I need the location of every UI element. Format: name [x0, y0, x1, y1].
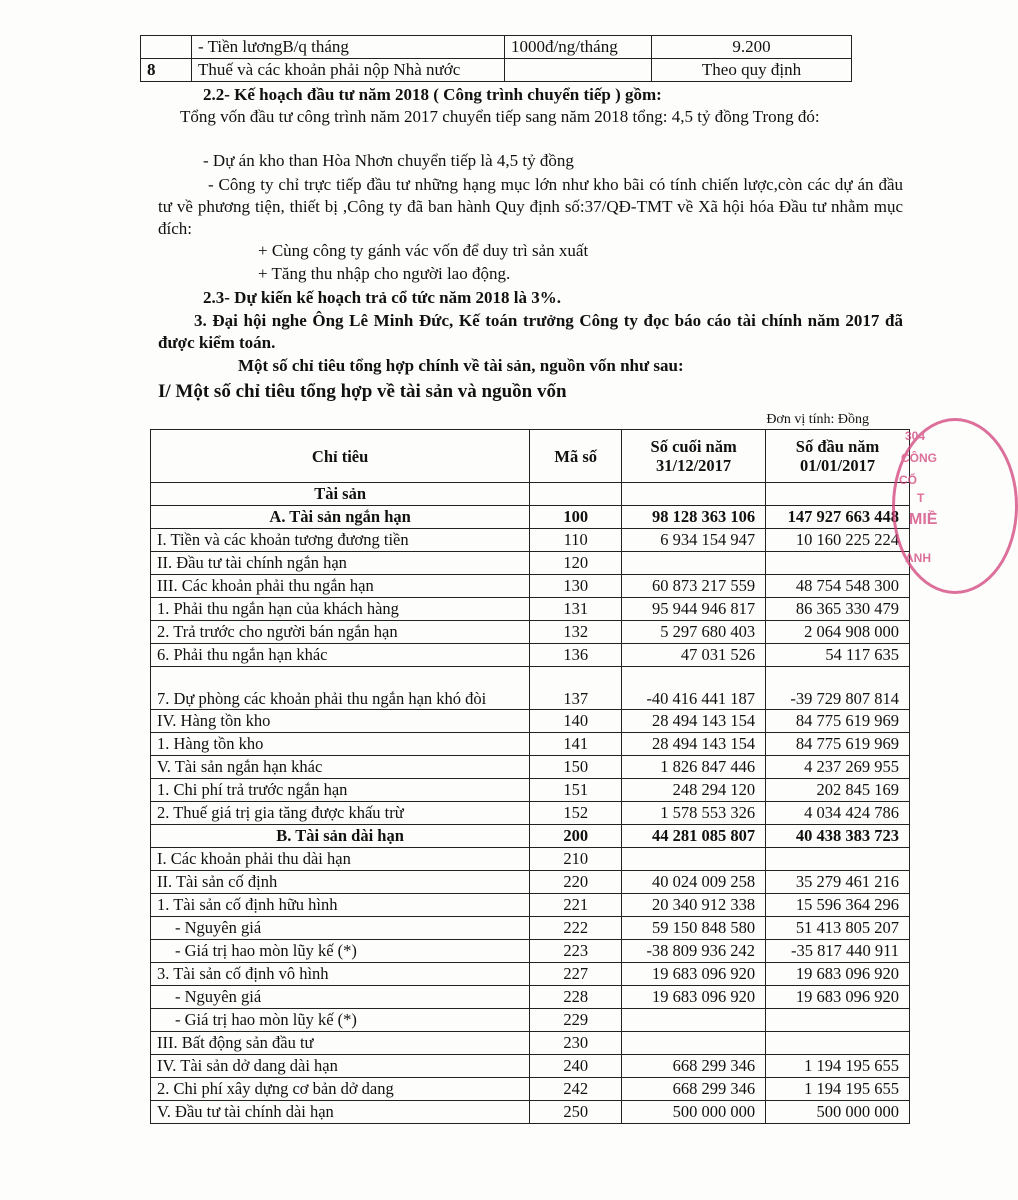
item-value: Theo quy định: [652, 59, 852, 82]
start-value-cell: 19 683 096 920: [766, 963, 910, 986]
item-value: 9.200: [652, 36, 852, 59]
end-value-cell: 500 000 000: [622, 1101, 766, 1124]
code-cell: 100: [530, 506, 622, 529]
start-value-cell: 202 845 169: [766, 779, 910, 802]
indicator-cell: 1. Phải thu ngắn hạn của khách hàng: [151, 598, 530, 621]
code-cell: 221: [530, 894, 622, 917]
end-value-cell: 1 578 553 326: [622, 802, 766, 825]
table-row: [151, 529, 910, 552]
table-row: [151, 552, 910, 575]
start-value-cell: 4 034 424 786: [766, 802, 910, 825]
start-value-cell: 51 413 805 207: [766, 917, 910, 940]
start-value-cell: 15 596 364 296: [766, 894, 910, 917]
code-cell: 140: [530, 710, 622, 733]
indicator-cell: II. Đầu tư tài chính ngắn hạn: [151, 552, 530, 575]
indicator-cell: B. Tài sản dài hạn: [151, 825, 530, 848]
code-cell: 152: [530, 802, 622, 825]
start-value-cell: [766, 848, 910, 871]
item-unit: 1000đ/ng/tháng: [505, 36, 652, 59]
table-row: [141, 36, 852, 59]
code-cell: 200: [530, 825, 622, 848]
start-value-cell: 1 194 195 655: [766, 1055, 910, 1078]
start-value-cell: 54 117 635: [766, 644, 910, 667]
indicator-cell: IV. Tài sản dở dang dài hạn: [151, 1055, 530, 1078]
indicator-cell: III. Các khoản phải thu ngắn hạn: [151, 575, 530, 598]
heading-3: 3. Đại hội nghe Ông Lê Minh Đức, Kế toán trưởng Công ty đọc báo cáo tài chính năm 2017 đã được kiểm toán.: [158, 311, 903, 352]
start-value-cell: 147 927 663 448: [766, 506, 910, 529]
table-row: [151, 1032, 910, 1055]
indicator-cell: 6. Phải thu ngắn hạn khác: [151, 644, 530, 667]
indicator-cell: V. Đầu tư tài chính dài hạn: [151, 1101, 530, 1124]
start-value-cell: [766, 1032, 910, 1055]
table-row: [141, 59, 852, 82]
start-value-cell: 86 365 330 479: [766, 598, 910, 621]
code-cell: 230: [530, 1032, 622, 1055]
start-value-cell: 10 160 225 224: [766, 529, 910, 552]
start-value-cell: 500 000 000: [766, 1101, 910, 1124]
end-value-cell: 98 128 363 106: [622, 506, 766, 529]
start-value-cell: 4 237 269 955: [766, 756, 910, 779]
table-row: [151, 963, 910, 986]
end-value-cell: 668 299 346: [622, 1078, 766, 1101]
table-row: [151, 779, 910, 802]
table-row: [151, 667, 910, 710]
end-value-cell: 28 494 143 154: [622, 733, 766, 756]
start-value-cell: [766, 1009, 910, 1032]
end-value-cell: [622, 1032, 766, 1055]
code-cell: 131: [530, 598, 622, 621]
end-value-cell: -40 416 441 187: [622, 667, 766, 710]
indicator-cell: IV. Hàng tồn kho: [151, 710, 530, 733]
indicator-cell: - Nguyên giá: [151, 917, 530, 940]
header-end-of-year: Số cuối năm 31/12/2017: [622, 430, 766, 483]
indicator-cell: I. Tiền và các khoản tương đương tiền: [151, 529, 530, 552]
indicator-cell: 3. Tài sản cố định vô hình: [151, 963, 530, 986]
heading-2-2: 2.2- Kế hoạch đầu tư năm 2018 ( Công trình chuyển tiếp ) gồm:: [203, 85, 662, 104]
code-cell: 151: [530, 779, 622, 802]
code-cell: 150: [530, 756, 622, 779]
company-stamp: [892, 418, 1018, 594]
continued-table: [140, 35, 852, 82]
table-row: [151, 598, 910, 621]
code-cell: [530, 483, 622, 506]
table-row: [151, 940, 910, 963]
paragraph-company-policy: - Công ty chỉ trực tiếp đầu tư những hạng mục lớn như kho bãi có tính chiến lược,còn các dự án đầu tư về phương tiện, thiết bị ,Công ty đã ban hành Quy định số:37/QĐ-TMT về Xã hội hóa Đầu tư nhằm mục đích:: [158, 175, 903, 238]
code-cell: 228: [530, 986, 622, 1009]
indicator-cell: 2. Thuế giá trị gia tăng được khấu trừ: [151, 802, 530, 825]
code-cell: 242: [530, 1078, 622, 1101]
end-value-cell: [622, 848, 766, 871]
end-value-cell: 60 873 217 559: [622, 575, 766, 598]
indicator-cell: - Nguyên giá: [151, 986, 530, 1009]
indicator-cell: V. Tài sản ngắn hạn khác: [151, 756, 530, 779]
table-row: [151, 483, 910, 506]
code-cell: 220: [530, 871, 622, 894]
stamp-text: CỔ: [899, 473, 917, 487]
code-cell: 141: [530, 733, 622, 756]
indicator-cell: II. Tài sản cố định: [151, 871, 530, 894]
code-cell: 240: [530, 1055, 622, 1078]
header-indicator: Chỉ tiêu: [151, 430, 530, 483]
code-cell: 227: [530, 963, 622, 986]
indicator-cell: 2. Chi phí xây dựng cơ bản dở dang: [151, 1078, 530, 1101]
table-row: [151, 986, 910, 1009]
paragraph-total-investment: Tổng vốn đầu tư công trình năm 2017 chuyển tiếp sang năm 2018 tổng: 4,5 tỷ đồng Trong đó:: [180, 107, 820, 126]
start-value-cell: 19 683 096 920: [766, 986, 910, 1009]
table-row: [151, 733, 910, 756]
start-value-cell: 2 064 908 000: [766, 621, 910, 644]
table-row: [151, 621, 910, 644]
end-value-cell: 19 683 096 920: [622, 986, 766, 1009]
table-body: [151, 483, 910, 1124]
stamp-text: MIỀ: [909, 511, 938, 528]
item-unit: [505, 59, 652, 82]
item-name: - Tiền lươngB/q tháng: [192, 36, 505, 59]
end-value-cell: 5 297 680 403: [622, 621, 766, 644]
indicator-cell: 1. Tài sản cố định hữu hình: [151, 894, 530, 917]
start-value-cell: 84 775 619 969: [766, 710, 910, 733]
row-number: 8: [141, 59, 192, 82]
end-value-cell: [622, 483, 766, 506]
code-cell: 229: [530, 1009, 622, 1032]
end-value-cell: 20 340 912 338: [622, 894, 766, 917]
end-value-cell: [622, 1009, 766, 1032]
end-value-cell: 40 024 009 258: [622, 871, 766, 894]
code-cell: 120: [530, 552, 622, 575]
table-row: [151, 1009, 910, 1032]
code-cell: 223: [530, 940, 622, 963]
table-row: [151, 575, 910, 598]
code-cell: 222: [530, 917, 622, 940]
indicator-cell: 2. Trả trước cho người bán ngắn hạn: [151, 621, 530, 644]
end-value-cell: 47 031 526: [622, 644, 766, 667]
table-row: [151, 1101, 910, 1124]
start-value-cell: [766, 483, 910, 506]
code-cell: 136: [530, 644, 622, 667]
indicator-cell: A. Tài sản ngắn hạn: [151, 506, 530, 529]
start-value-cell: [766, 552, 910, 575]
indicator-cell: - Giá trị hao mòn lũy kế (*): [151, 940, 530, 963]
start-value-cell: 40 438 383 723: [766, 825, 910, 848]
table-row: [151, 802, 910, 825]
start-value-cell: 35 279 461 216: [766, 871, 910, 894]
table-row: [151, 825, 910, 848]
table-row: [151, 1078, 910, 1101]
header-start-of-year: Số đầu năm 01/01/2017: [766, 430, 910, 483]
start-value-cell: 84 775 619 969: [766, 733, 910, 756]
code-cell: 132: [530, 621, 622, 644]
end-value-cell: 19 683 096 920: [622, 963, 766, 986]
table-row: [151, 644, 910, 667]
end-value-cell: 248 294 120: [622, 779, 766, 802]
start-value-cell: -39 729 807 814: [766, 667, 910, 710]
code-cell: 130: [530, 575, 622, 598]
end-value-cell: -38 809 936 242: [622, 940, 766, 963]
code-cell: 110: [530, 529, 622, 552]
table-header-row: [151, 430, 910, 483]
indicator-cell: III. Bất động sản đầu tư: [151, 1032, 530, 1055]
start-value-cell: 1 194 195 655: [766, 1078, 910, 1101]
item-name: Thuế và các khoản phải nộp Nhà nước: [192, 59, 505, 82]
end-value-cell: 28 494 143 154: [622, 710, 766, 733]
start-value-cell: -35 817 440 911: [766, 940, 910, 963]
table-row: [151, 871, 910, 894]
paragraph-project: - Dự án kho than Hòa Nhơn chuyển tiếp là 4,5 tỷ đồng: [203, 151, 574, 170]
code-cell: 210: [530, 848, 622, 871]
indicator-cell: Tài sản: [151, 483, 530, 506]
table-row: [151, 848, 910, 871]
heading-2-3: 2.3- Dự kiến kế hoạch trả cổ tức năm 2018 là 3%.: [203, 288, 562, 307]
code-cell: 137: [530, 667, 622, 710]
end-value-cell: 1 826 847 446: [622, 756, 766, 779]
table-row: [151, 506, 910, 529]
indicator-cell: 1. Chi phí trả trước ngắn hạn: [151, 779, 530, 802]
indicator-cell: I. Các khoản phải thu dài hạn: [151, 848, 530, 871]
indicator-cell: - Giá trị hao mòn lũy kế (*): [151, 1009, 530, 1032]
table-row: [151, 1055, 910, 1078]
row-number: [141, 36, 192, 59]
indicator-cell: 1. Hàng tồn kho: [151, 733, 530, 756]
heading-3-sub: Một số chỉ tiêu tổng hợp chính về tài sản, nguồn vốn như sau:: [238, 356, 684, 375]
end-value-cell: 6 934 154 947: [622, 529, 766, 552]
end-value-cell: 44 281 085 807: [622, 825, 766, 848]
bullet-income: + Tăng thu nhập cho người lao động.: [258, 264, 511, 283]
financial-table: [150, 429, 910, 1124]
stamp-text: T: [917, 491, 925, 505]
table-row: [151, 756, 910, 779]
table-row: [151, 894, 910, 917]
unit-label: Đơn vị tính: Đồng: [766, 412, 869, 427]
end-value-cell: 668 299 346: [622, 1055, 766, 1078]
section-title: I/ Một số chỉ tiêu tổng hợp về tài sản và nguồn vốn: [158, 381, 567, 402]
stamp-text: ANH: [905, 551, 931, 565]
stamp-text: 304: [905, 429, 926, 443]
end-value-cell: [622, 552, 766, 575]
table-row: [151, 710, 910, 733]
header-code: Mã số: [530, 430, 622, 483]
bullet-capital: + Cùng công ty gánh vác vốn để duy trì sản xuất: [258, 241, 589, 260]
table-row: [151, 917, 910, 940]
end-value-cell: 95 944 946 817: [622, 598, 766, 621]
code-cell: 250: [530, 1101, 622, 1124]
end-value-cell: 59 150 848 580: [622, 917, 766, 940]
indicator-cell: 7. Dự phòng các khoản phải thu ngắn hạn khó đòi: [151, 667, 530, 710]
start-value-cell: 48 754 548 300: [766, 575, 910, 598]
stamp-text: CÔNG: [901, 451, 937, 465]
